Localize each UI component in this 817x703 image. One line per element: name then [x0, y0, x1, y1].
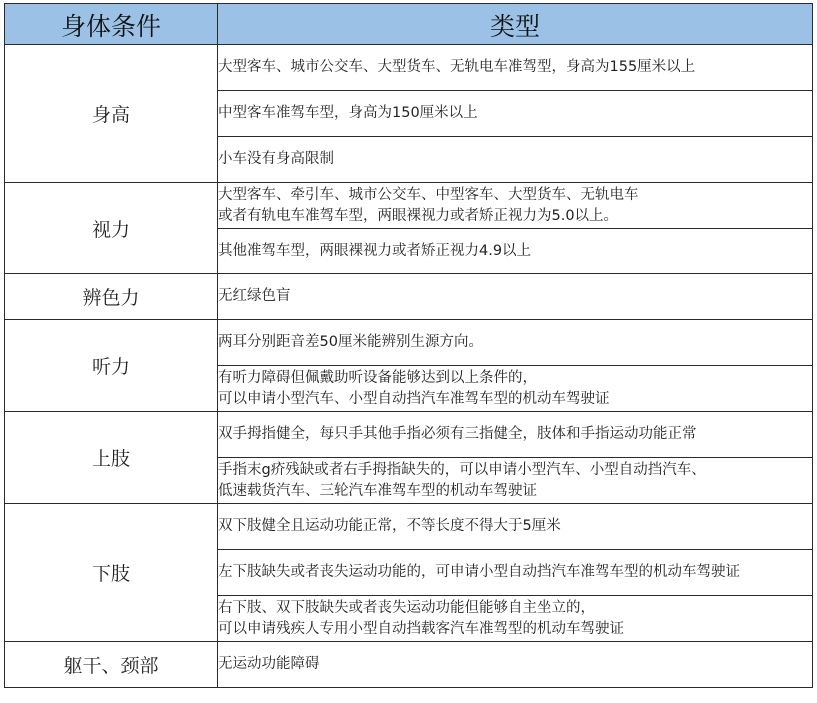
type-cell	[218, 320, 813, 366]
type-line: 大型客车、牵引车、城市公交车、中型客车、大型货车、无轨电车	[218, 186, 639, 203]
type-cell	[218, 274, 813, 320]
type-cell	[218, 642, 813, 688]
header-row	[5, 4, 813, 45]
type-line: 无运动功能障碍	[218, 656, 320, 672]
table-row	[5, 183, 813, 229]
type-line: 左下肢缺失或者丧失运动功能的，可申请小型自动挡汽车准驾车型的机动车驾驶证	[218, 564, 740, 580]
category-color: 辨色力	[5, 274, 218, 320]
table-row	[5, 45, 813, 91]
table-row	[5, 320, 813, 366]
type-cell	[218, 45, 813, 91]
type-line: 无红绿色盲	[218, 288, 291, 304]
type-line: 可以申请残疾人专用小型自动挡载客汽车准驾型的机动车驾驶证	[218, 620, 624, 637]
table-row	[5, 274, 813, 320]
type-cell	[218, 550, 813, 596]
type-line: 手指末g疥残缺或者右手拇指缺失的，可以申请小型汽车、小型自动挡汽车、	[218, 461, 706, 478]
type-line: 两耳分别距音差50厘米能辨别生源方向。	[218, 334, 483, 350]
table-row	[5, 504, 813, 550]
table-row	[5, 412, 813, 458]
type-line: 有听力障碍但佩戴助听设备能够达到以上条件的，	[218, 369, 537, 386]
type-cell	[218, 458, 813, 504]
type-line: 或者有轨电车准驾车型，两眼裸视力或者矫正视力为5.0以上。	[218, 207, 619, 224]
category-hearing: 听力	[5, 320, 218, 412]
type-line: 右下肢、双下肢缺失或者丧失运动功能但能够自主坐立的，	[218, 599, 595, 616]
category-vision: 视力	[5, 183, 218, 274]
type-line: 其他准驾车型，两眼裸视力或者矫正视力4.9以上	[218, 242, 532, 259]
category-upper-limb: 上肢	[5, 412, 218, 504]
type-cell	[218, 91, 813, 137]
header-condition: 身体条件	[5, 4, 218, 45]
type-cell	[218, 183, 813, 229]
type-line: 低速载货汽车、三轮汽车准驾车型的机动车驾驶证	[218, 482, 537, 499]
type-cell	[218, 596, 813, 642]
type-cell	[218, 229, 813, 274]
table-row	[5, 642, 813, 688]
type-line: 双手拇指健全，每只手其他手指必须有三指健全，肢体和手指运动功能正常	[218, 426, 697, 442]
type-line: 双下肢健全且运动功能正常，不等长度不得大于5厘米	[218, 518, 561, 534]
type-line: 中型客车准驾车型，身高为150厘米以上	[218, 105, 478, 121]
type-line: 小车没有身高限制	[218, 151, 334, 167]
type-cell	[218, 366, 813, 412]
category-height: 身高	[5, 45, 218, 183]
type-line: 可以申请小型汽车、小型自动挡汽车准驾车型的机动车驾驶证	[218, 390, 610, 407]
type-cell	[218, 137, 813, 183]
type-cell	[218, 504, 813, 550]
type-cell	[218, 412, 813, 458]
category-torso: 躯干、颈部	[5, 642, 218, 688]
type-line: 大型客车、城市公交车、大型货车、无轨电车准驾型，身高为155厘米以上	[218, 59, 696, 75]
header-type: 类型	[218, 4, 813, 45]
requirements-table	[4, 3, 813, 688]
category-lower-limb: 下肢	[5, 504, 218, 642]
